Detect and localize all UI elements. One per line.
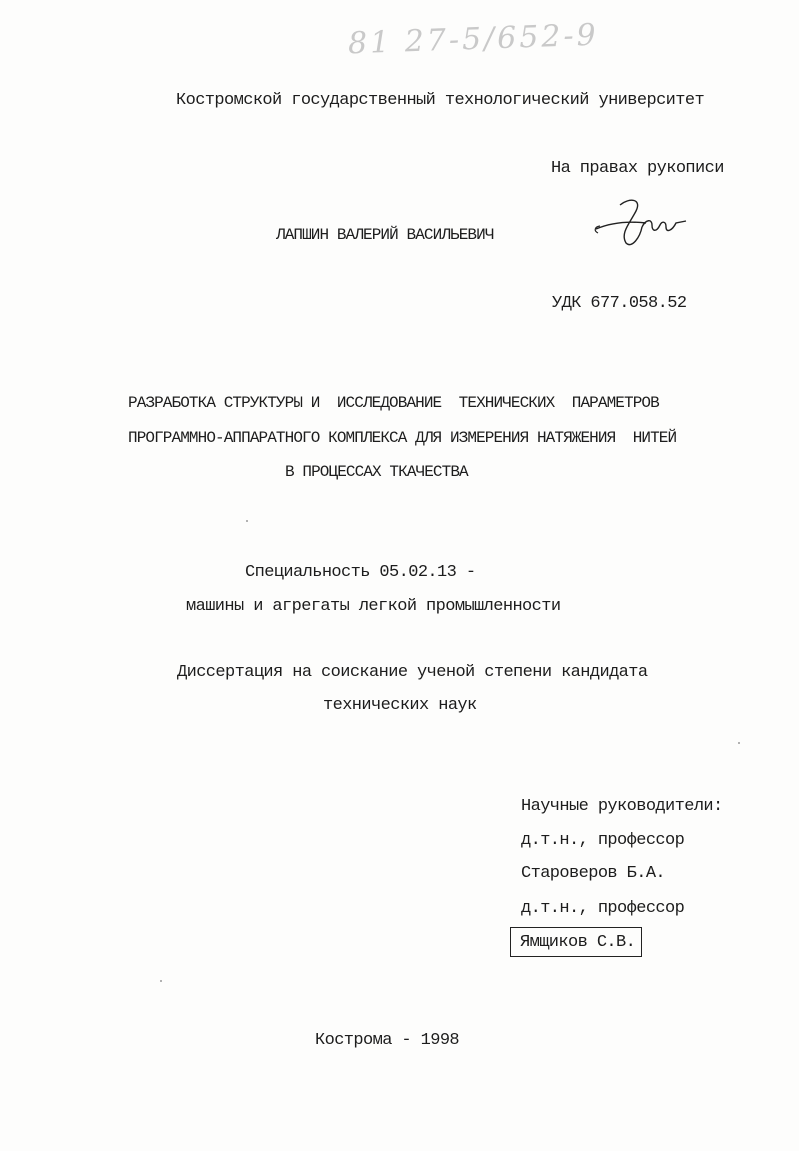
- place-year: Кострома - 1998: [315, 1031, 460, 1050]
- author-name: ЛАПШИН ВАЛЕРИЙ ВАСИЛЬЕВИЧ: [276, 226, 494, 244]
- scan-speck: [738, 742, 740, 744]
- signature-icon: [590, 193, 700, 253]
- udc-code: УДК 677.058.52: [552, 294, 687, 313]
- supervisor-2-name-box: [510, 927, 642, 957]
- supervisor-2-degree: д.т.н., профессор: [521, 899, 685, 918]
- title-line-2: ПРОГРАММНО-АППАРАТНОГО КОМПЛЕКСА ДЛЯ ИЗМЕРЕНИЯ НАТЯЖЕНИЯ НИТЕЙ: [128, 429, 677, 447]
- degree-line-1: Диссертация на соискание ученой степени кандидата: [177, 663, 648, 682]
- supervisors-heading: Научные руководители:: [521, 797, 723, 816]
- specialty-line-2: машины и агрегаты легкой промышленности: [186, 597, 561, 616]
- scan-speck: [160, 980, 162, 982]
- title-line-3: В ПРОЦЕССАХ ТКАЧЕСТВА: [285, 463, 468, 481]
- archive-mark: 81 27-5/652-9: [347, 17, 600, 62]
- rights-note: На правах рукописи: [551, 159, 724, 178]
- supervisor-2-name: Ямщиков С.В.: [520, 933, 636, 952]
- scan-speck: [246, 520, 248, 522]
- specialty-line-1: Специальность 05.02.13 -: [245, 563, 476, 582]
- supervisor-1-degree: д.т.н., профессор: [521, 831, 685, 850]
- university-name: Костромской государственный технологический университет: [176, 91, 705, 110]
- degree-line-2: технических наук: [323, 696, 477, 715]
- supervisor-1-name: Староверов Б.А.: [521, 864, 666, 883]
- title-line-1: РАЗРАБОТКА СТРУКТУРЫ И ИССЛЕДОВАНИЕ ТЕХНИЧЕСКИХ ПАРАМЕТРОВ: [128, 394, 659, 412]
